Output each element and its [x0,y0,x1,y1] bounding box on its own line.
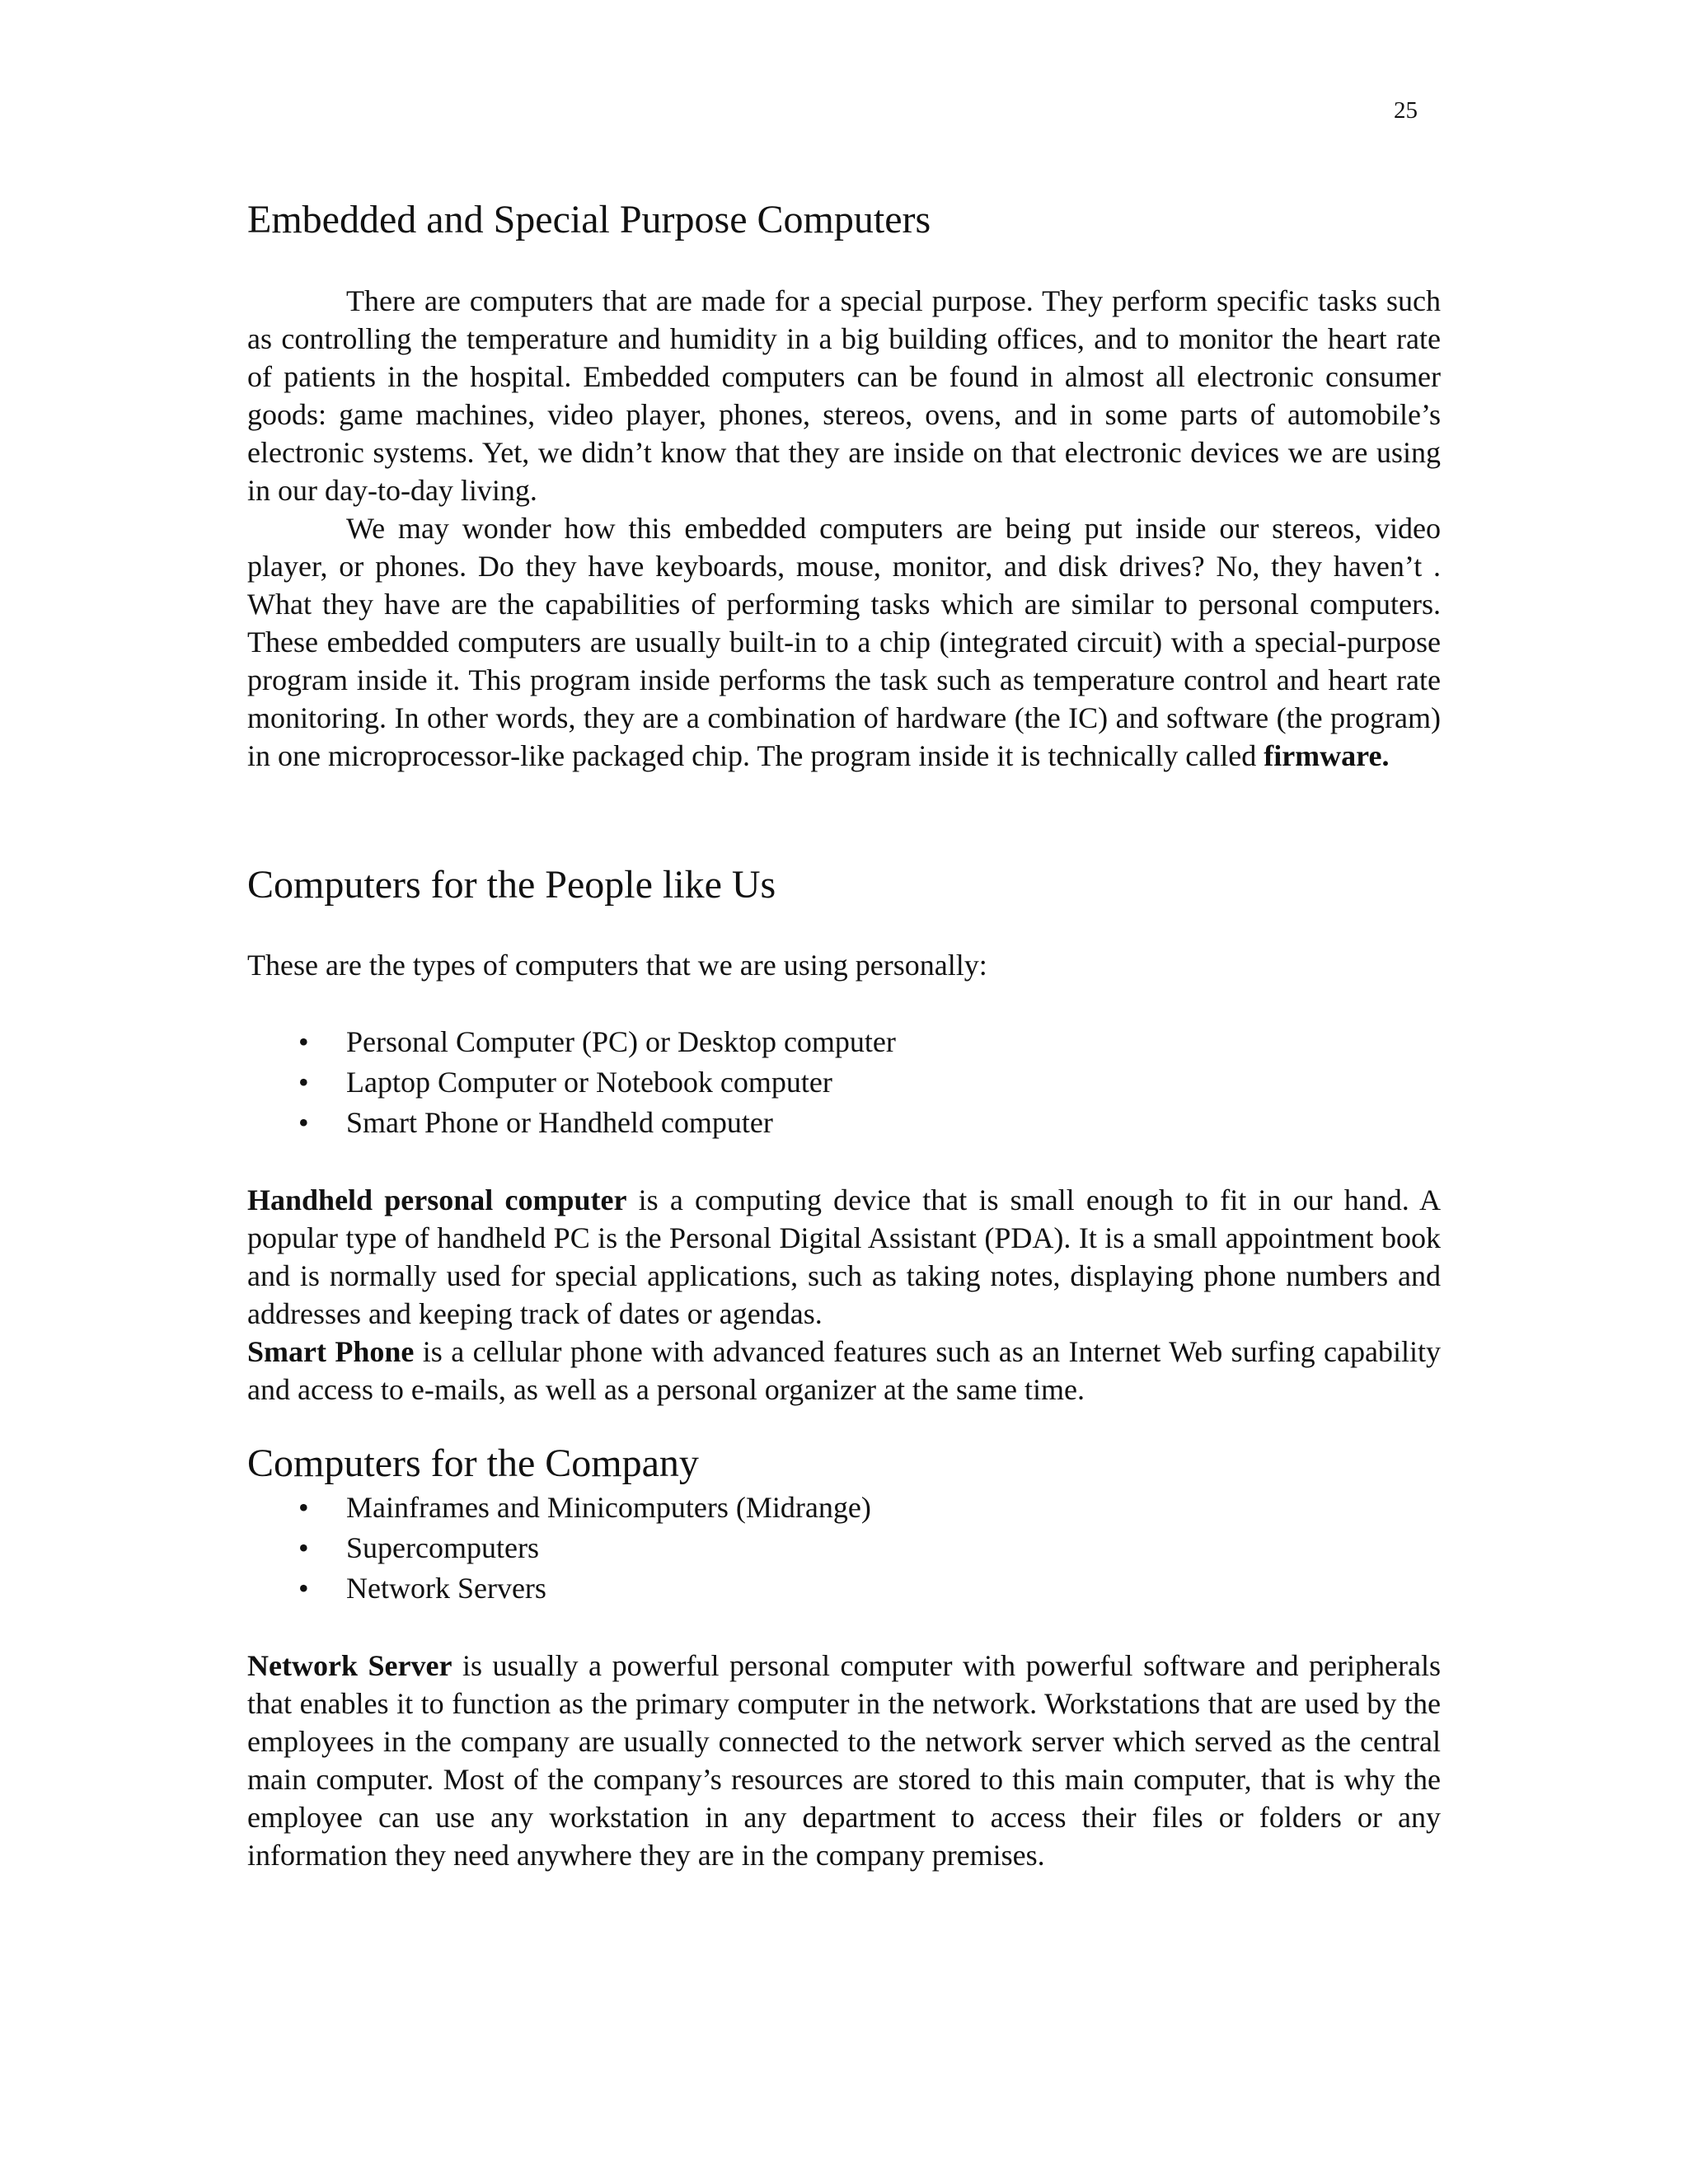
page-content [247,196,1441,1874]
section-heading-company: Computers for the Company [247,1441,699,1486]
bullet-icon: • [298,1530,309,1564]
smartphone-text: is a cellular phone with advanced features such as an Internet Web surfing capability and access to e-mails, as well as a personal organizer at the same time. [247,1335,1441,1407]
page-number: 25 [1394,97,1418,124]
handheld-term: Handheld personal computer [247,1183,627,1217]
list-item-text: Laptop Computer or Notebook computer [346,1066,832,1099]
section-heading-embedded: Embedded and Special Purpose Computers [247,198,931,241]
list-item-text: Mainframes and Minicomputers (Midrange) [346,1490,871,1524]
bullet-icon: • [298,1066,309,1099]
network-server-term: Network Server [247,1648,452,1682]
people-bullet-list [247,1022,1441,1143]
network-server-paragraph [247,1647,1441,1874]
list-item [247,1488,1441,1528]
list-item [247,1103,1441,1143]
list-item [247,1528,1441,1568]
company-bullet-list [247,1488,1441,1609]
bullet-icon: • [298,1025,309,1059]
list-item-text: Personal Computer (PC) or Desktop computer [346,1025,896,1059]
section-heading-people: Computers for the People like Us [247,862,776,907]
spacer [247,1609,1441,1647]
list-item [247,1568,1441,1609]
bullet-icon: • [298,1490,309,1524]
list-item [247,1022,1441,1062]
spacer [247,984,1441,1022]
firmware-term: firmware. [1264,738,1390,772]
handheld-text: is a computing device that is small enough to fit in our hand. A popular type of handheld PC is the Personal Digital Assistant (PDA). It is a small appointment book and is normally used for special applications, such as taking notes, displaying phone numbers and addresses and keeping track of dates or agendas. [247,1183,1441,1331]
smartphone-term: Smart Phone [247,1335,415,1369]
embedded-paragraph-2 [247,509,1441,775]
embedded-paragraph-1: There are computers that are made for a special purpose. They perform specific tasks such as controlling the temperature and humidity in a big building offices, and to monitor the heart rate of patients in the hospital. Embedded computers can be found in almost all electronic consumer goods: game machines, video player, phones, stereos, ovens, and in some parts of automobile’s electronic systems. Yet, we didn’t know that they are inside on that electronic devices we are using in our day-to-day living. [247,284,1441,507]
bullet-icon: • [298,1571,309,1605]
bullet-icon: • [298,1106,309,1140]
network-server-text: is usually a powerful personal computer with powerful software and peripherals that enables it to function as the primary computer in the network. Workstations that are used by the employees in the company are usually connected to the network server which served as the central main computer. Most of the company’s resources are stored to this main computer, that is why the employee can use any workstation in any department to access their files or folders or any information they need anywhere they are in the company premises. [247,1648,1441,1872]
people-intro: These are the types of computers that we are using personally: [247,949,987,982]
smartphone-paragraph [247,1333,1441,1408]
handheld-paragraph [247,1181,1441,1333]
list-item [247,1062,1441,1103]
embedded-paragraph-2-text: We may wonder how this embedded computers are being put inside our stereos, video player, or phones. Do they have keyboards, mouse, monitor, and disk drives? No, they haven’t . What they have are the capabilities of performing tasks which are similar to personal computers. These embedded computers are usually built-in to a chip (integrated circuit) with a special-purpose program inside it. This program inside performs the task such as temperature control and heart rate monitoring. In other words, they are a combination of hardware (the IC) and software (the program) in one microprocessor-like packaged chip. The program inside it is technically called [247,511,1441,772]
list-item-text: Network Servers [346,1571,546,1605]
list-item-text: Smart Phone or Handheld computer [346,1106,773,1140]
spacer [247,1143,1441,1181]
list-item-text: Supercomputers [346,1530,539,1564]
